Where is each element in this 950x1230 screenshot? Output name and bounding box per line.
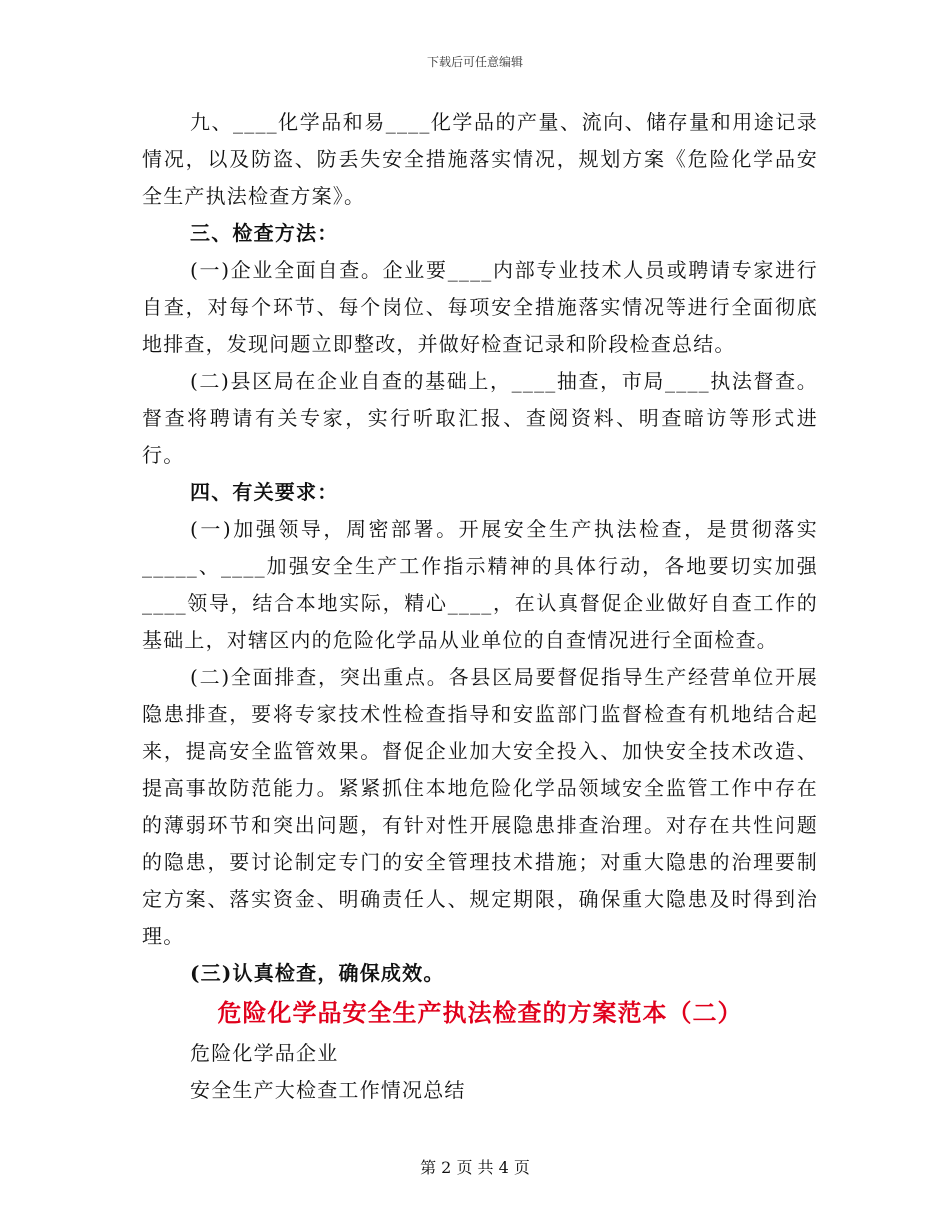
paragraph-comprehensive-check: (二)全面排查，突出重点。各县区局要督促指导生产经营单位开展隐患排查，要将专家技术性检查指导和安监部门监督检查有机地结合起来，提高安全监管效果。督促企业加大安全投入、加快安全技术改造、提高事故防范能力。紧紧抓住本地危险化学品领域安全监管工作中存在的薄弱环节和突出问题，有针对性开展隐患排查治理。对存在共性问题的隐患，要讨论制定专门的安全管理技术措施；对重大隐患的治理要制定方案、落实资金、明确责任人、规定期限，确保重大隐患及时得到治理。 xyxy=(142,665,818,948)
header-note: 下载后可任意编辑 xyxy=(426,55,523,69)
paragraph-county-check: (二)县区局在企业自查的基础上，____抽查，市局____执法督查。督查将聘请有关专家，实行听取汇报、查阅资料、明查暗访等形式进行。 xyxy=(142,369,818,467)
section-heading-requirements: 四、有关要求： xyxy=(190,480,339,504)
page-footer: 第 2 页 共 4 页 xyxy=(420,1158,530,1177)
paragraph-item-nine: 九、____化学品和易____化学品的产量、流向、储存量和用途记录情况，以及防盗、防丢失安全措施落实情况，规划方案《危险化学品安全生产执法检查方案》。 xyxy=(142,110,818,208)
document-body xyxy=(142,104,818,1109)
line-summary: 安全生产大检查工作情况总结 xyxy=(190,1078,466,1102)
paragraph-self-check: (一)企业全面自查。企业要____内部专业技术人员或聘请专家进行自查，对每个环节、每个岗位、每项安全措施落实情况等进行全面彻底地排查，发现问题立即整改，并做好检查记录和阶段检查总结。 xyxy=(142,258,818,356)
line-enterprise: 危险化学品企业 xyxy=(190,1041,339,1065)
paragraph-leadership: (一)加强领导，周密部署。开展安全生产执法检查，是贯彻落实_____、____加强安全生产工作指示精神的具体行动，各地要切实加强____领导，结合本地实际，精心____，在认真督促企业做好自查工作的基础上，对辖区内的危险化学品从业单位的自查情况进行全面检查。 xyxy=(142,517,818,652)
section-heading-effective-check: (三)认真检查，确保成效。 xyxy=(190,961,445,985)
section-heading-check-method: 三、检查方法： xyxy=(190,221,339,245)
document-title: 危险化学品安全生产执法检查的方案范本（二） xyxy=(217,998,743,1027)
